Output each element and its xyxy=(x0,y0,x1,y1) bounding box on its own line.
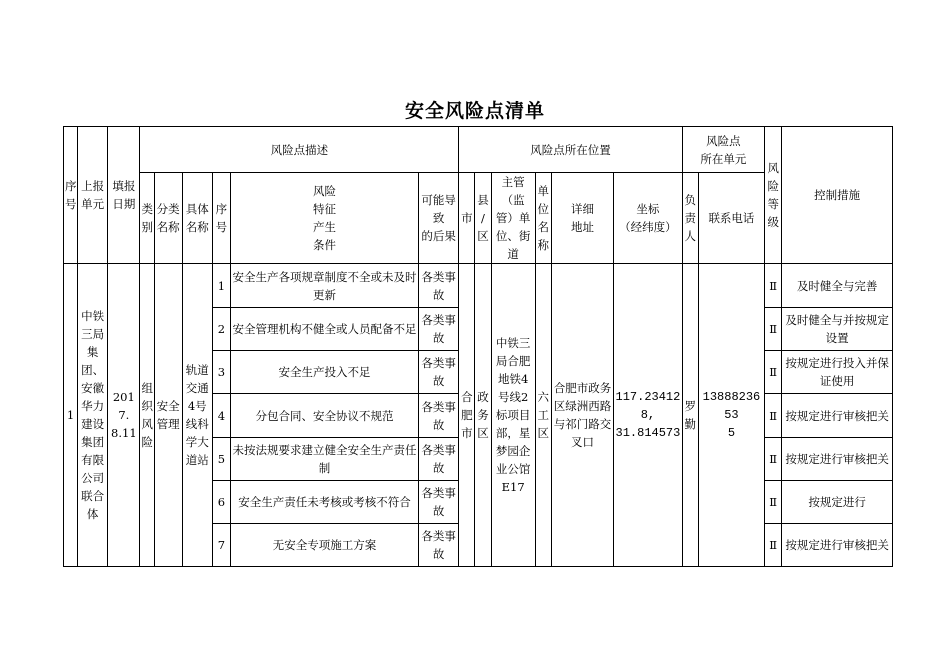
record-specific-name: 轨道 交通 4号 线科 学大 道站 xyxy=(182,264,212,567)
row-feature: 安全管理机构不健全或人员配备不足 xyxy=(230,308,418,351)
header-phone: 联系电话 xyxy=(698,173,764,264)
row-no: 4 xyxy=(212,394,230,438)
row-risk-level: Ⅱ xyxy=(765,351,782,394)
header-address: 详细 地址 xyxy=(551,173,613,264)
header-feature: 风险 特征 产生 条件 xyxy=(230,173,418,264)
row-control: 按规定进行投入并保证使用 xyxy=(782,351,893,394)
header-report-unit: 上报 单元 xyxy=(78,127,108,264)
row-risk-level: Ⅱ xyxy=(765,481,782,524)
record-county: 政 务 区 xyxy=(475,264,491,567)
header-county: 县 / 区 xyxy=(475,173,491,264)
row-consequence: 各类事 故 xyxy=(419,481,459,524)
row-control: 按规定进行审核把关 xyxy=(782,438,893,481)
row-risk-level: Ⅱ xyxy=(765,524,782,567)
header-risk-location: 风险点所在位置 xyxy=(459,127,682,173)
header-coords: 坐标 （经纬度） xyxy=(614,173,682,264)
row-consequence: 各类事 故 xyxy=(419,524,459,567)
row-no: 6 xyxy=(212,481,230,524)
row-no: 5 xyxy=(212,438,230,481)
row-feature: 安全生产各项规章制度不全或未及时更新 xyxy=(230,264,418,308)
header-consequence: 可能导 致 的后果 xyxy=(419,173,459,264)
table-row xyxy=(64,264,893,308)
row-consequence: 各类事 故 xyxy=(419,438,459,481)
row-feature: 安全生产责任未考核或考核不符合 xyxy=(230,481,418,524)
header-responsible: 负 责 人 xyxy=(682,173,698,264)
header-unit-name: 单 位 名 称 xyxy=(535,173,551,264)
header-specific-name: 具体 名称 xyxy=(182,173,212,264)
record-report-date: 2017. 8.11 xyxy=(108,264,140,567)
row-risk-level: Ⅱ xyxy=(765,394,782,438)
document-title: 安全风险点清单 xyxy=(404,100,545,122)
row-feature: 未按法规要求建立健全安全生产责任制 xyxy=(230,438,418,481)
row-feature: 分包合同、安全协议不规范 xyxy=(230,394,418,438)
header-risk-level: 风 险 等 级 xyxy=(765,127,782,264)
row-risk-level: Ⅱ xyxy=(765,308,782,351)
header-item-no: 序 号 xyxy=(212,173,230,264)
header-serial: 序 号 xyxy=(64,127,78,264)
row-no: 2 xyxy=(212,308,230,351)
row-control: 按规定进行审核把关 xyxy=(782,394,893,438)
row-control: 按规定进行 xyxy=(782,481,893,524)
row-control: 及时健全与并按规定设置 xyxy=(782,308,893,351)
header-risk-description: 风险点描述 xyxy=(140,127,459,173)
row-feature: 无安全专项施工方案 xyxy=(230,524,418,567)
record-phone: 1388823653 5 xyxy=(698,264,764,567)
row-consequence: 各类事 故 xyxy=(419,264,459,308)
header-supervisor: 主管 （监 管）单 位、街 道 xyxy=(491,173,535,264)
record-address: 合肥市政务 区绿洲西路 与祁门路交 叉口 xyxy=(551,264,613,567)
header-subcategory: 分类 名称 xyxy=(154,173,182,264)
record-subcategory: 安全 管理 xyxy=(154,264,182,567)
row-no: 1 xyxy=(212,264,230,308)
row-no: 3 xyxy=(212,351,230,394)
row-consequence: 各类事 故 xyxy=(419,308,459,351)
row-risk-level: Ⅱ xyxy=(765,264,782,308)
row-no: 7 xyxy=(212,524,230,567)
record-supervisor: 中铁三 局合肥 地铁4 号线2 标项目 部，星 梦园企 业公馆 E17 xyxy=(491,264,535,567)
record-responsible: 罗 勤 xyxy=(682,264,698,567)
header-city: 市 xyxy=(459,173,475,264)
record-city: 合 肥 市 xyxy=(459,264,475,567)
record-category: 组 织 风 险 xyxy=(140,264,154,567)
record-unit-name: 六 工 区 xyxy=(535,264,551,567)
record-serial: 1 xyxy=(64,264,78,567)
record-coords: 117.234128, 31.814573 xyxy=(614,264,682,567)
header-report-date: 填报 日期 xyxy=(108,127,140,264)
record-report-unit: 中铁 三局 集 团、 安徽 华力 建设 集团 有限 公司 联合 体 xyxy=(78,264,108,567)
row-control: 及时健全与完善 xyxy=(782,264,893,308)
header-risk-unit: 风险点 所在单元 xyxy=(682,127,764,173)
header-row-1 xyxy=(64,127,893,173)
header-control-measures: 控制措施 xyxy=(782,127,893,264)
row-consequence: 各类事 故 xyxy=(419,394,459,438)
row-risk-level: Ⅱ xyxy=(765,438,782,481)
row-control: 按规定进行审核把关 xyxy=(782,524,893,567)
header-category: 类 别 xyxy=(140,173,154,264)
risk-table xyxy=(63,126,893,567)
row-feature: 安全生产投入不足 xyxy=(230,351,418,394)
row-consequence: 各类事 故 xyxy=(419,351,459,394)
